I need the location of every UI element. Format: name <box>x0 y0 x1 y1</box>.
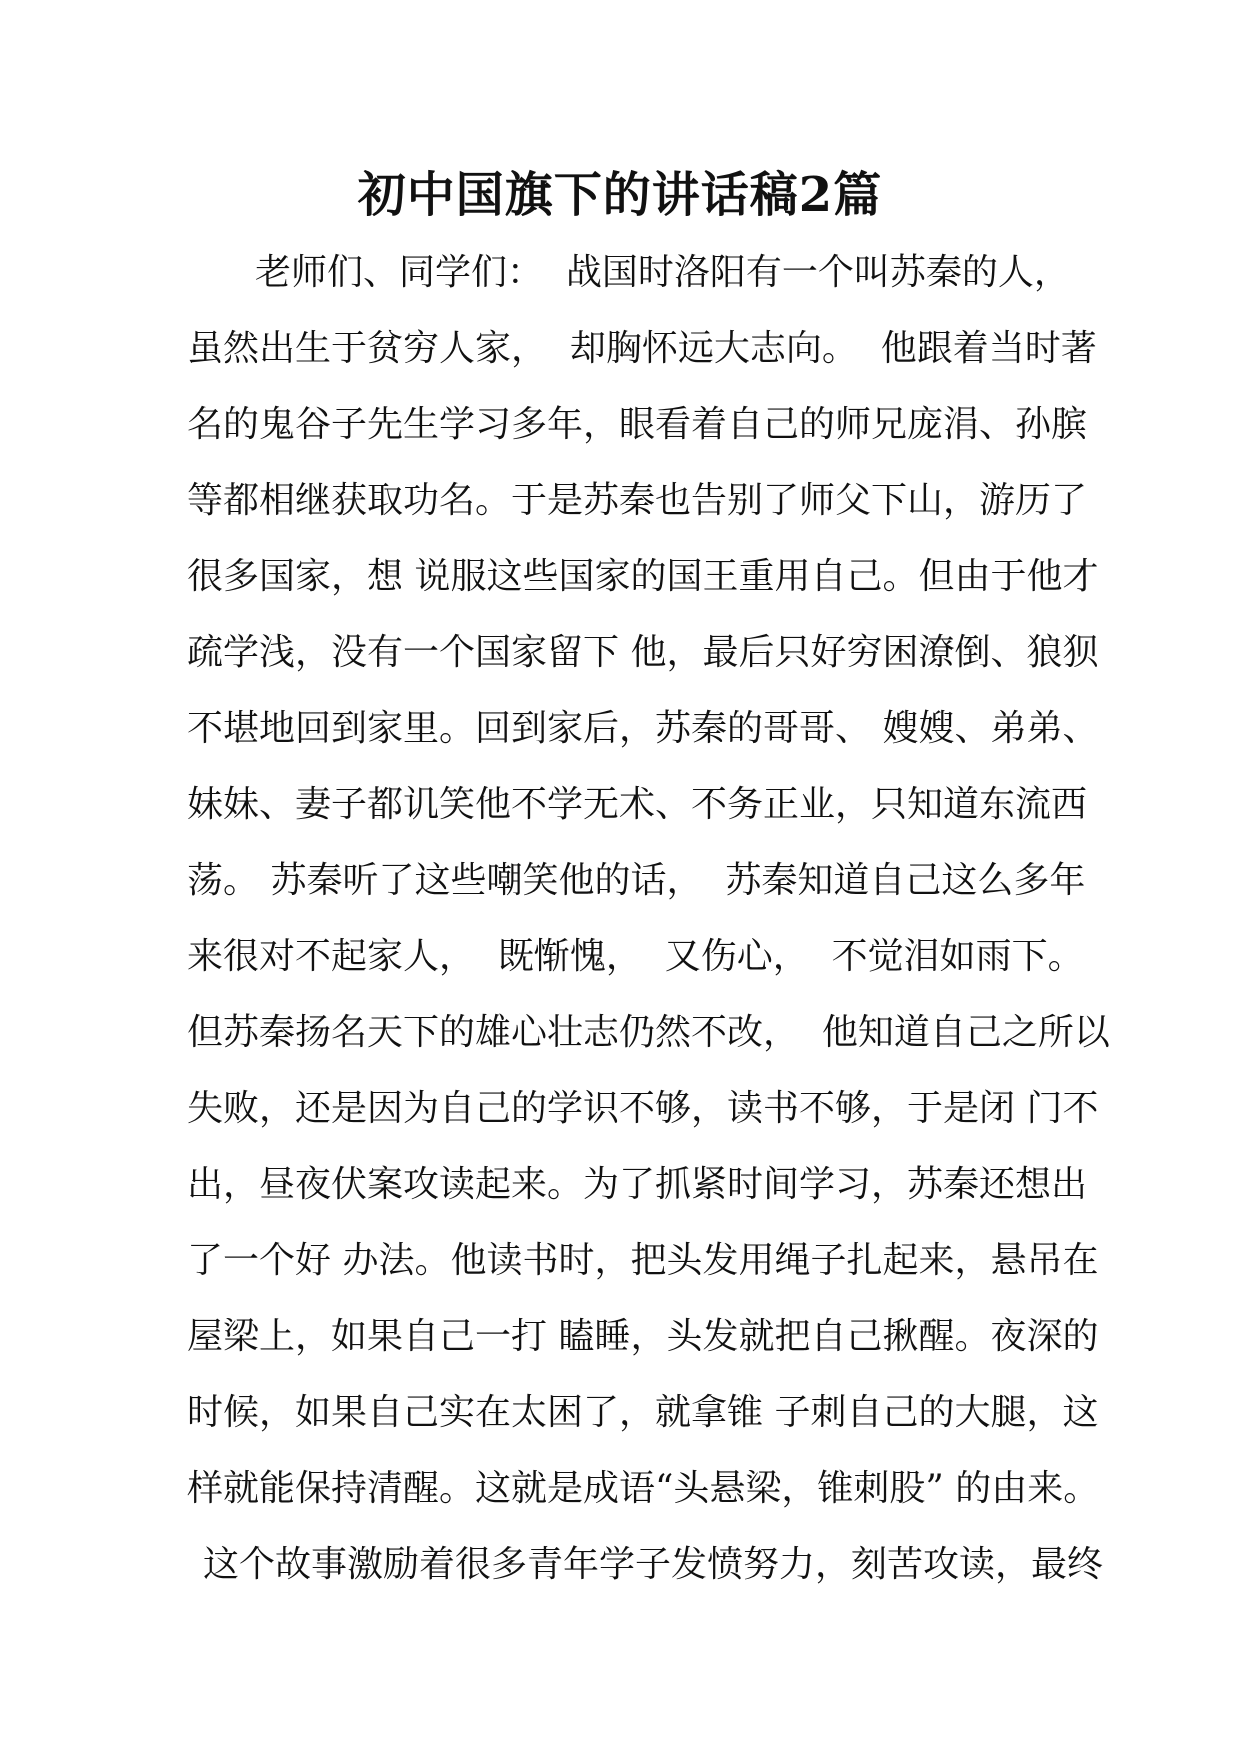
body-line-text: 等都相继获取功名。于是苏秦也告别了师父下山，游历了 <box>187 480 1088 521</box>
body-line-text: 出，昼夜伏案攻读起来。为了抓紧时间学习，苏秦还想出 <box>187 1164 1088 1205</box>
body-line-text: 样就能保持清醒。这就是成语“头悬梁，锥刺股” 的由来。 <box>187 1468 1100 1509</box>
body-line <box>0 311 1240 387</box>
body-line <box>0 615 1240 691</box>
body-line-text: 这个故事激励着很多青年学子发愤努力，刻苦攻读，最终 <box>203 1544 1104 1585</box>
body-line-text: 很多国家，想 说服这些国家的国王重用自己。但由于他才 <box>187 556 1099 597</box>
body-line-text: 老师们、同学们： 战国时洛阳有一个叫苏秦的人， <box>255 252 1070 293</box>
body-line <box>0 1375 1240 1451</box>
body-line <box>0 1527 1240 1603</box>
body-line <box>0 919 1240 995</box>
body-line <box>0 463 1240 539</box>
body-line-text: 名的鬼谷子先生学习多年，眼看着自己的师兄庞涓、孙膑 <box>187 404 1088 445</box>
body-line <box>0 387 1240 463</box>
body-line <box>0 539 1240 615</box>
document-title: 初中国旗下的讲话稿2篇 <box>357 167 883 223</box>
body-line <box>0 235 1240 311</box>
document-body <box>0 235 1240 1603</box>
body-line-text: 屋梁上，如果自己一打 瞌睡，头发就把自己揪醒。夜深的 <box>187 1316 1099 1357</box>
body-line-text: 来很对不起家人， 既惭愧， 又伤心， 不觉泪如雨下。 <box>187 936 1084 977</box>
body-line-text: 了一个好 办法。他读书时，把头发用绳子扎起来，悬吊在 <box>187 1240 1099 1281</box>
body-line-text: 但苏秦扬名天下的雄心壮志仍然不改， 他知道自己之所以 <box>187 1012 1110 1053</box>
body-line-text: 时候，如果自己实在太困了，就拿锥 子刺自己的大腿，这 <box>187 1392 1099 1433</box>
body-line <box>0 1299 1240 1375</box>
body-line-text: 荡。 苏秦听了这些嘲笑他的话， 苏秦知道自己这么多年 <box>187 860 1086 901</box>
body-line <box>0 1147 1240 1223</box>
body-line <box>0 767 1240 843</box>
body-line <box>0 1223 1240 1299</box>
body-line <box>0 1451 1240 1527</box>
body-line <box>0 995 1240 1071</box>
body-line-text: 不堪地回到家里。回到家后，苏秦的哥哥、 嫂嫂、弟弟、 <box>187 708 1099 749</box>
body-line-text: 失败，还是因为自己的学识不够，读书不够，于是闭 门不 <box>187 1088 1099 1129</box>
body-line-text: 妹妹、妻子都讥笑他不学无术、不务正业，只知道东流西 <box>187 784 1088 825</box>
body-line <box>0 843 1240 919</box>
body-line-text: 疏学浅，没有一个国家留下 他，最后只好穷困潦倒、狼狈 <box>187 632 1099 673</box>
body-line-text: 虽然出生于贫穷人家， 却胸怀远大志向。 他跟着当时著 <box>187 328 1097 369</box>
body-line <box>0 1071 1240 1147</box>
body-line <box>0 691 1240 767</box>
